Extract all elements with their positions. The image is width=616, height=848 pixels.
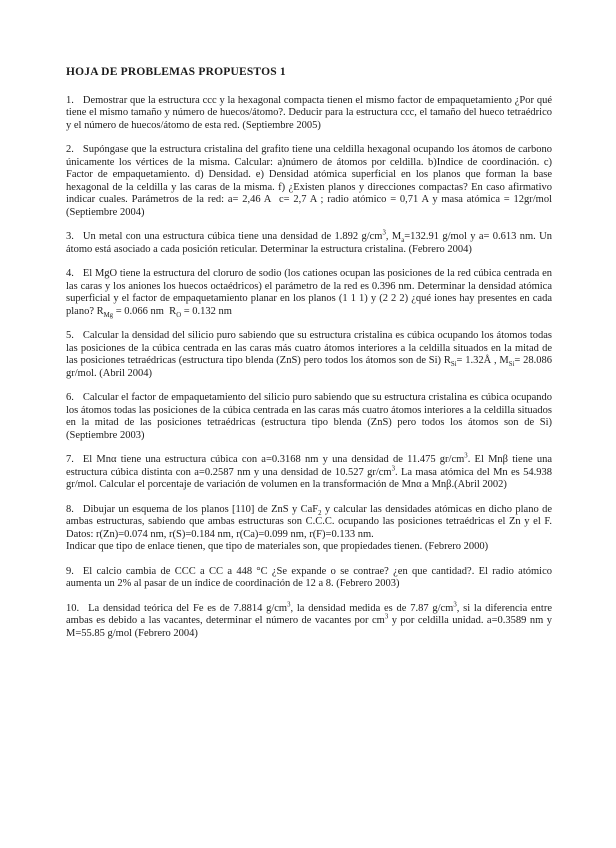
text-run: a [401, 237, 405, 245]
problem-number: 4. [66, 268, 74, 279]
text-run: = 0.066 nm R [113, 305, 177, 317]
problem-number: 5. [66, 330, 74, 341]
problem-number: 10. [66, 602, 80, 614]
problem-number: 9. [66, 565, 74, 577]
text-run: y calcular las densidades atómicas en dicho plano de ambas estructuras, sabiendo que ambas estructuras son C.C.C. ocupando las posiciones tetraédricas el Zn y el F. Datos: r(Zn)=0.074 nm, r(S)=0.184 nm, r(Ca)=0.099 nm, r(F)=0.133 nm. [66, 503, 552, 540]
text-run: 3 [391, 465, 395, 472]
text-run: 3 [384, 613, 389, 621]
page-title: HOJA DE PROBLEMAS PROPUESTOS 1 [66, 66, 286, 78]
document-content [66, 66, 552, 652]
problem-number: 2. [66, 144, 74, 155]
text-run: O [176, 311, 182, 319]
text-run: 2 [318, 509, 322, 517]
text-run: . El Mnβ tiene una estructura cúbica distinta con a=0.2587 nm y una densidad de 10.527 gr/cm [66, 454, 553, 478]
text-run: El MgO tiene la estructura del cloruro de sodio (los cationes ocupan las posiciones de la red cúbica centrada en las caras y los aniones los huecos octaédricos) el parámetro de la red es 0.396 nm. Determinar la densidad atómica superficial y el factor de empaquetamiento planar en los planos (1 1 1) y (2 2 2) ¿qué iones hay presentes en cada plano? R [66, 268, 552, 317]
problem-paragraph [66, 454, 552, 492]
problem-number: 1. [66, 94, 74, 106]
problem-paragraph [66, 231, 552, 256]
problems-list [66, 95, 552, 641]
text-run: Calcular la densidad del silicio puro sabiendo que su estructura cristalina es cúbica ocupando los átomos todas las posiciones de la cúbica centrada en las caras más cuatro átomos interiores a la celdilla situados en la mitad de las posiciones tetraédricas (estructura tipo blenda (ZnS) pero todos los átomos son de Si) R [66, 330, 552, 366]
problem-paragraph [66, 330, 552, 380]
problem-number: 3. [66, 231, 74, 242]
text-run: 3 [453, 601, 457, 608]
text-run: , M [385, 231, 402, 242]
text-run: Dibujar un esquema de los planos [110] de ZnS y CaF [82, 503, 319, 515]
text-run: = 1.32Å , M [456, 355, 509, 366]
text-run: y por celdilla unidad. a=0.3589 nm y M=55.85 g/mol (Febrero 2004) [66, 615, 552, 639]
problem-paragraph [66, 566, 552, 591]
problem-paragraph [66, 504, 552, 554]
text-run: El Mnα tiene una estructura cúbica con a=0.3168 nm y una densidad de 11.475 gr/cm [82, 454, 465, 465]
problem-number: 7. [66, 454, 74, 465]
text-run: 3 [464, 452, 468, 460]
text-run: , la densidad medida es de 7.87 g/cm [290, 602, 454, 614]
text-run: Indicar que tipo de enlace tienen, que tipo de materiales son, que propiedades tienen. (Febrero 2000) [66, 541, 489, 552]
text-run: 3 [382, 229, 386, 237]
problem-paragraph [66, 392, 552, 442]
text-run: , si la diferencia entre ambas es debido a las vacantes, determinar el número de vacantes por cm [66, 602, 552, 626]
text-run: La densidad teórica del Fe es de 7.8814 g/cm [88, 602, 288, 614]
problem-paragraph [66, 95, 552, 133]
text-run: . La masa atómica del Mn es 54.938 gr/mol. Calcular el porcentaje de variación de volumen en la transformación de Mnα a Mnβ.(Abril 2002) [66, 466, 552, 490]
text-run: Un metal con una estructura cúbica tiene una densidad de 1.892 g/cm [82, 231, 383, 242]
problem-paragraph [66, 268, 552, 318]
text-run: Mg [103, 311, 114, 319]
text-run: 3 [287, 601, 291, 608]
problem-paragraph [66, 144, 552, 219]
text-run: = 0.132 nm [181, 305, 232, 317]
text-run: Supóngase que la estructura cristalina del grafito tiene una celdilla hexagonal ocupando los átomos de carbono únicamente los vértices de la misma. Calcular: a)número de átomos por celdilla. b)Indice de coordinación. c) Factor de empaquetamiento. d) Densidad. e) Densidad atómica superficial en los planos que forman la base hexagonal de la celdilla y las caras de la misma. f) ¿Existen planos y direcciones compactas? En caso afirmativo indicar cuales. Parámetros de la red: a= 2,46 A c= 2,7 A ; radio atómico = 0,71 A y masa atómica = 12gr/mol (Septiembre 2004) [66, 144, 552, 218]
problem-number: 6. [66, 392, 74, 403]
problem-number: 8. [66, 503, 74, 515]
text-run: Si [508, 361, 515, 369]
text-run: = 28.086 gr/mol. (Abril 2004) [66, 355, 553, 379]
problem-paragraph [66, 603, 552, 641]
text-run: Si [450, 361, 457, 369]
text-run: Calcular el factor de empaquetamiento del silicio puro sabiendo que su estructura cristalina es cúbica ocupando los átomos todas las posiciones de la cúbica centrada en las caras más cuatro átomos interiores a la celdilla situados en la mitad de las posiciones tetraédricas (estructura tipo blenda (ZnS) pero todos los átomos son de Si) (Septiembre 2003) [66, 392, 552, 441]
text-run: El calcio cambia de CCC a CC a 448 °C ¿Se expande o se contrae? ¿en que cantidad?. El radio atómico aumenta un 2% al pasar de un índice de coordinación de 12 a 8. (Febrero 2003) [66, 565, 552, 589]
text-run: Demostrar que la estructura ccc y la hexagonal compacta tienen el mismo factor de empaquetamiento ¿Por qué tiene el mismo tamaño y número de huecos/átomo?. Deducir para la estructura ccc, el tamaño del hueco tetraédrico y el número de huecos/átomo de esta red. (Septiembre 2005) [66, 94, 552, 131]
text-run: =132.91 g/mol y a= 0.613 nm. Un átomo está asociado a cada posición reticular. Determinar la estructura cristalina. (Febrero 2004) [66, 231, 552, 255]
